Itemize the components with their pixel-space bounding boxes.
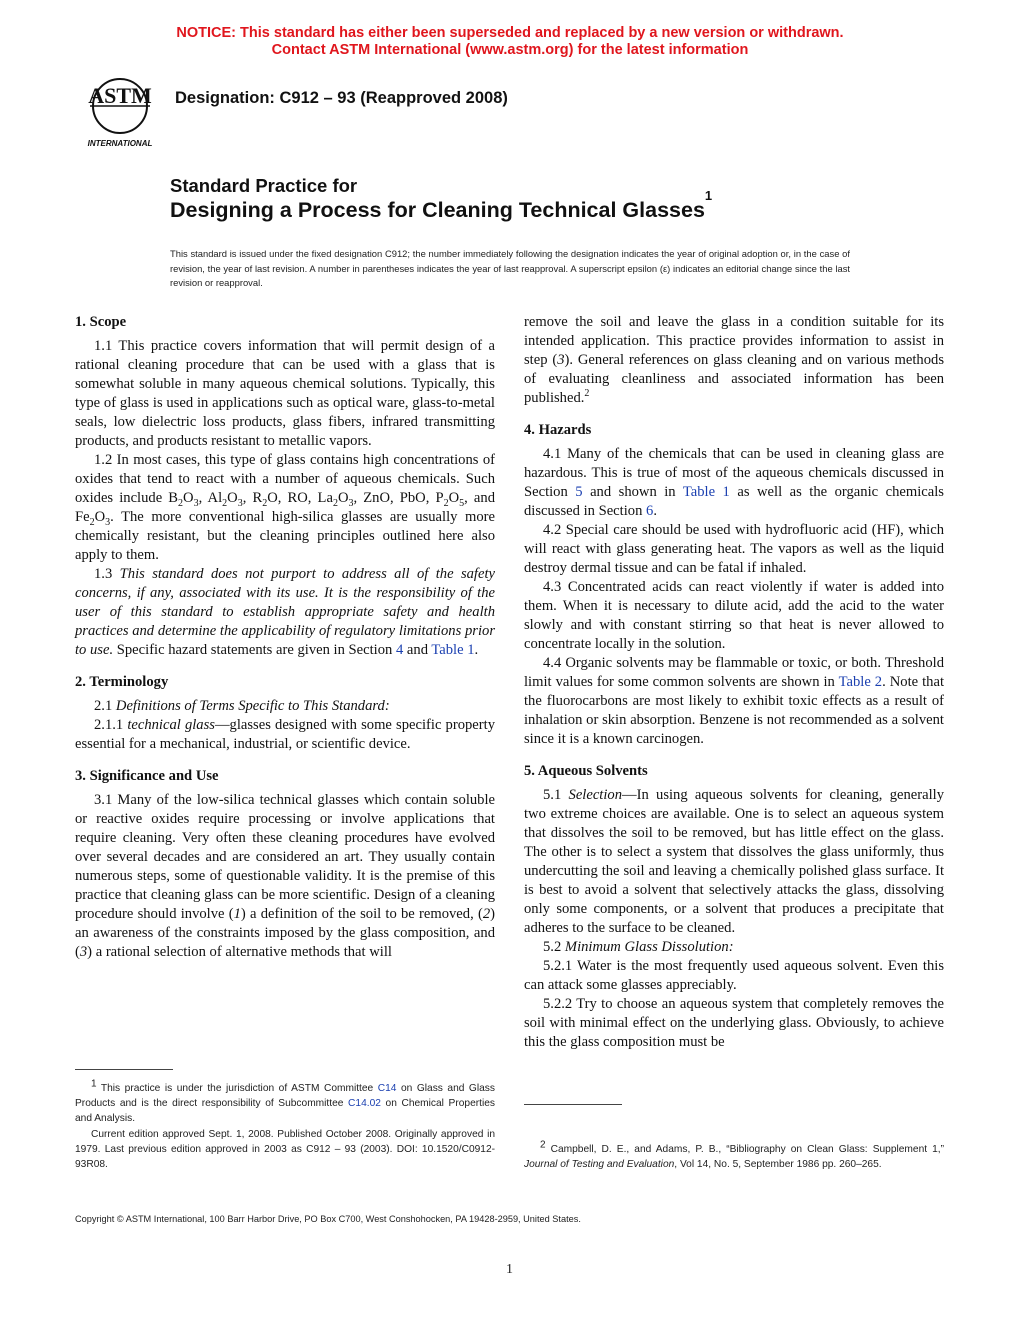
notice-line-1: NOTICE: This standard has either been superseded and replaced by a new version or withdrawn. — [176, 25, 844, 41]
para-4-1: 4.1 Many of the chemicals that can be used in cleaning glass are hazardous. This is true of most of the aqueous chemicals discussed in Section 5 and shown in Table 1 as well as the organic chemicals discussed in Section 6. — [524, 446, 944, 519]
para-5-1: 5.1 Selection—In using aqueous solvents for cleaning, generally two extreme choices are available. One is to select an aqueous system that dissolves the soil to be removed, but has little effect on the glass. The other is to select a system that dissolves the glass uniformly, thus undercutting the soil and leaving a chemically polished glass surface. It is best to avoid a solvent that selectively attacks the glass, dissolving only some components, or a solvent that produces a precipitate that adheres to the surface to be cleaned. — [524, 787, 944, 936]
astm-logo — [78, 76, 162, 150]
table-1-link-2[interactable]: Table 1 — [682, 484, 730, 500]
footnote-rule-right — [524, 1104, 622, 1105]
copyright: Copyright © ASTM International, 100 Barr Harbor Drive, PO Box C700, West Conshohocken, PA 19428-2959, United States. — [75, 1214, 581, 1224]
para-5-2-2: 5.2.2 Try to choose an aqueous system that completely removes the soil with minimal effect on the underlying glass. Obviously, to achieve this the glass composition must be — [524, 996, 944, 1050]
para-1-1: 1.1 This practice covers information that will permit design of a rational cleaning procedure that can be used with a glass that is somewhat soluble in many aqueous chemical solutions. Typically, this type of glass is used in applications such as optical ware, glass-to-metal seals, low dielectric loss products, glass fibers, infrared transmitting products, and products resistant to metallic vapors. — [75, 338, 495, 449]
right-column — [524, 313, 944, 1052]
issued-note: This standard is issued under the fixed designation C912; the number immediately following the designation indicates the year of original adoption or, in the case of revision, the year of last revision. A number in parentheses indicates the year of last reapproval. A superscript epsilon (ε) indicates an editorial change since the last revision or reapproval. — [170, 248, 850, 288]
section-2-heading: 2. Terminology — [75, 674, 169, 690]
para-5-2-1: 5.2.1 Water is the most frequently used aqueous solvent. Even this can attack some glasses appreciably. — [524, 958, 944, 993]
section-3-heading: 3. Significance and Use — [75, 768, 219, 784]
para-1-2: 1.2 In most cases, this type of glass contains high concentrations of oxides that tend to react with a number of aqueous chemicals. Such oxides include $B_2O_3$, $Al_2O_3$, $R_2O$, RO, $La_2O_3$, ZnO, PbO, $P_2O_5$, and $Fe_2O_3$. The more conventional high-silica glasses are usually more chemically resistant, but the cleaning principles outlined here also apply to them. — [75, 452, 495, 563]
section-5-link[interactable]: 5 — [575, 484, 583, 500]
para-2-1-1: 2.1.1 technical glass—glasses designed with some specific property essential for a mechanical, industrial, or scientific device. — [75, 717, 495, 752]
designation: Designation: C912 – 93 (Reapproved 2008) — [175, 89, 508, 107]
left-column — [75, 313, 495, 962]
footnote-1: $^1$ This practice is under the jurisdiction of ASTM Committee C14 on Glass and Glass Products and is the direct responsibility of Subcommittee C14.02 on Chemical Properties and Analysis. Current edition approved Sept. 1, 2008. Published October 2008. Originally approved in 1979. Last previous edition approved in 2003 as C912 – 93 (2003). DOI: 10.1520/C0912-93R08. — [75, 1078, 495, 1171]
notice-line-2: Contact ASTM International (www.astm.org) for the latest information — [271, 42, 749, 58]
para-1-3: 1.3 This standard does not purport to address all of the safety concerns, if any, associated with its use. It is the responsibility of the user of this standard to establish appropriate safety and health practices and determine the applicability of regulatory limitations prior to use. Specific hazard statements are given in Section 4 and Table 1. — [75, 566, 495, 658]
para-4-2: 4.2 Special care should be used with hydrofluoric acid (HF), which will react with glass generating heat. The vapors as well as the liquid destroy dermal tissue and can be fatal if inhaled. — [524, 522, 944, 576]
page-number: 1 — [506, 1262, 513, 1277]
section-6-link[interactable]: 6 — [646, 503, 654, 519]
c14-02-link[interactable]: C14.02 — [348, 1098, 381, 1110]
c14-link[interactable]: C14 — [377, 1083, 397, 1094]
section-4-heading: 4. Hazards — [524, 422, 592, 438]
logo-caption: INTERNATIONAL — [87, 139, 153, 148]
para-3-1: 3.1 Many of the low-silica technical glasses which contain soluble or reactive oxides require processing or involve applications that require cleaning. Very often these cleaning procedures have evolved over several decades and are considered an art. They usually contain numerous steps, some of questionable validity. It is the premise of this practice that cleaning glass can be more scientific. Design of a cleaning procedure should involve (1) a definition of the soil to be removed, (2) an awareness of the constraints imposed by the glass composition, and (3) a rational selection of alternative methods that will — [75, 792, 495, 960]
para-4-3: 4.3 Concentrated acids can react violently if water is added into them. When it is necessary to dilute acid, add the acid to the water slowly and with constant stirring so that heat is never allowed to concentrate locally in the solution. — [524, 579, 944, 652]
para-2-1: 2.1 Definitions of Terms Specific to This Standard: — [94, 698, 390, 714]
para-3-1-cont: remove the soil and leave the glass in a condition suitable for its intended application. This practice provides information to assist in step (3). General references on glass cleaning and on various methods of evaluating cleanliness and associated information has been published.$^2$ — [524, 314, 944, 406]
title-line-1: Standard Practice for — [170, 175, 358, 196]
section-5-heading: 5. Aqueous Solvents — [524, 763, 648, 779]
table-2-link[interactable]: Table 2 — [838, 674, 883, 690]
logo-letters: ASTM — [88, 83, 152, 108]
para-4-4: 4.4 Organic solvents may be flammable or toxic, or both. Threshold limit values for some common solvents are shown in Table 2. Note that the fluorocarbons are most likely to exhibit toxic effects as a result of inhalation or skin absorption. Benzene is not recommended as a solvent since it is a known carcinogen. — [524, 655, 945, 747]
footnote-2: $^2$ Campbell, D. E., and Adams, P. B., “Bibliography on Clean Glass: Supplement 1,” Journal of Testing and Evaluation, Vol 14, No. 5, September 1986 pp. 260–265. — [524, 1139, 944, 1171]
section-4-link[interactable]: 4 — [395, 642, 404, 658]
footnote-rule-left — [75, 1069, 173, 1070]
para-5-2: 5.2 Minimum Glass Dissolution: — [543, 939, 734, 955]
title-line-2: Designing a Process for Cleaning Technical Glasses$^1$ — [170, 188, 713, 222]
table-1-link[interactable]: Table 1 — [431, 642, 475, 658]
section-1-heading: 1. Scope — [75, 314, 127, 330]
